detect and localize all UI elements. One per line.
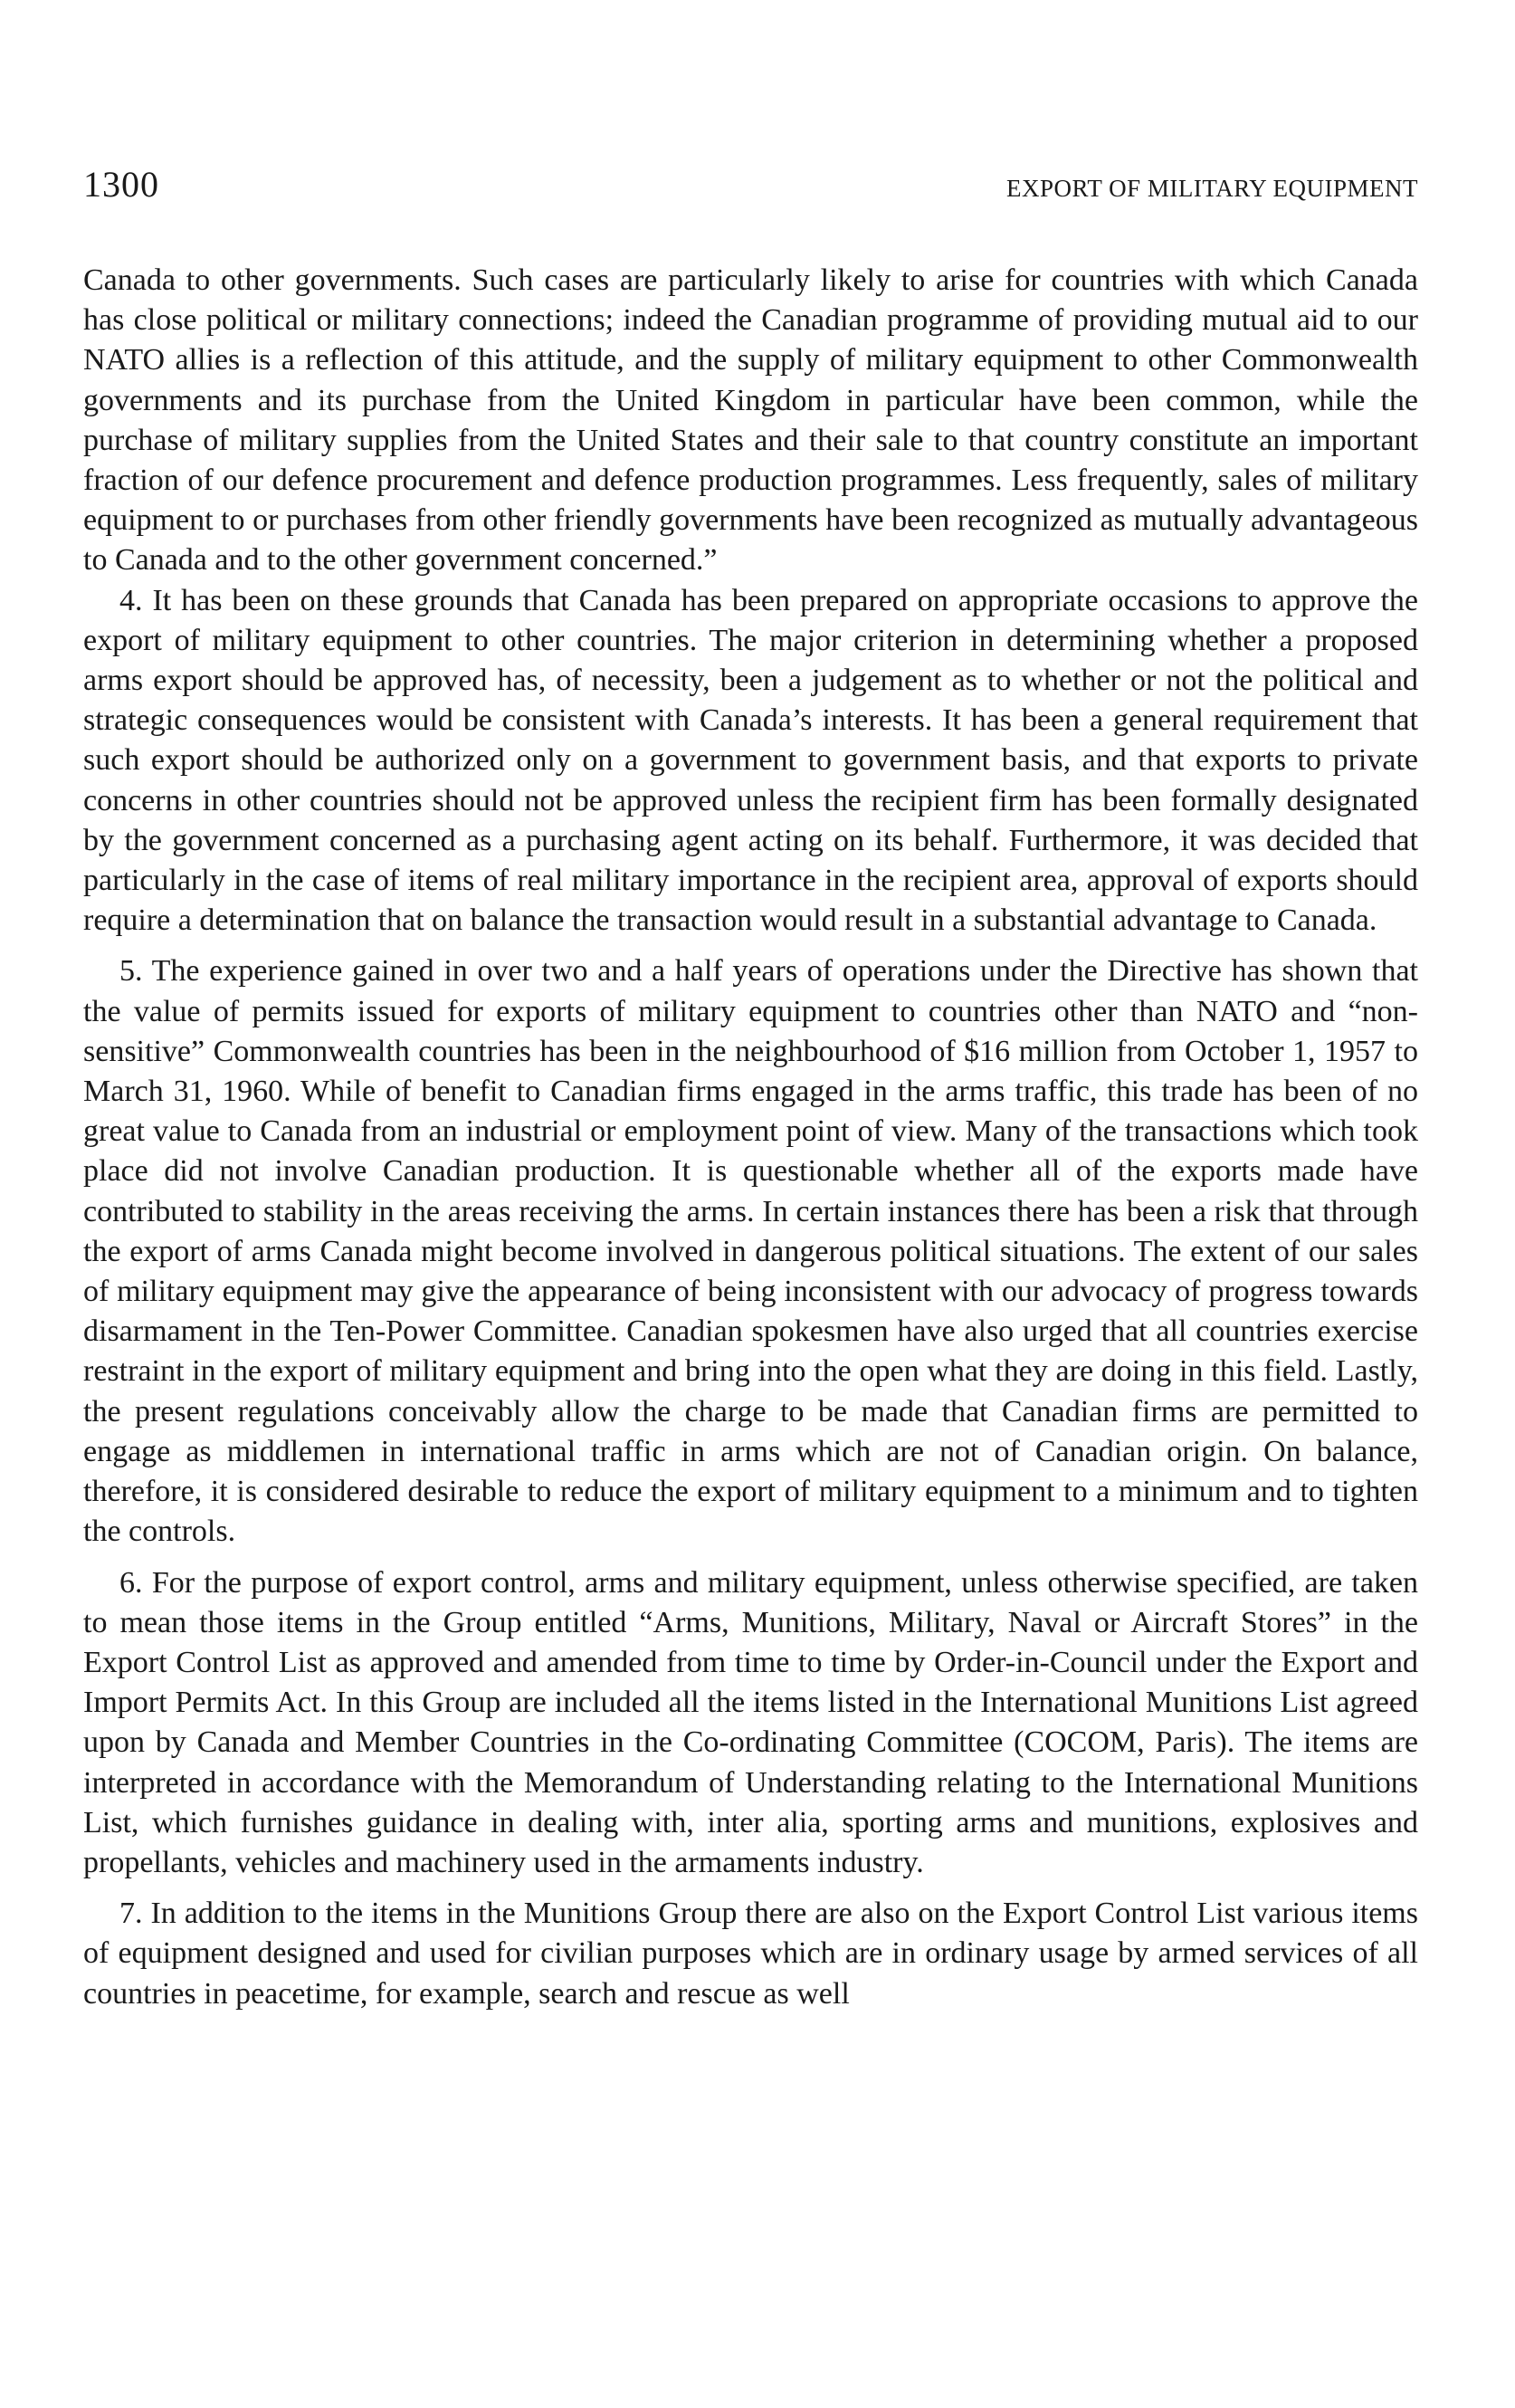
paragraph-5: 5. The experience gained in over two and a half years of operations under the Directive has shown that the value of permits issued for exports of military equipment to countries other than NATO and “non-sensitive” Commonwealth countries has been in the neighbourhood of $16 million from October 1, 1957 to March 31, 1960. While of benefit to Canadian firms engaged in the arms traffic, this trade has been of no great value to Canada from an industrial or employment point of view. Many of the transactions which took place did not involve Canadian production. It is questionable whether all of the exports made have contributed to stability in the areas receiving the arms. In certain instances there has been a risk that through the export of arms Canada might become involved in dangerous political situations. The extent of our sales of military equipment may give the appearance of being inconsistent with our advocacy of progress towards disarmament in the Ten-Power Committee. Canadian spokesmen have also urged that all countries exercise restraint in the export of military equipment and bring into the open what they are doing in this field. Lastly, the present regulations conceivably allow the charge to be made that Canadian firms are permitted to engage as middlemen in international traffic in arms which are not of Canadian origin. On balance, therefore, it is considered desirable to reduce the export of military equipment to a minimum and to tighten the controls. bbox=[83, 954, 1418, 1549]
page-number: 1300 bbox=[83, 164, 159, 205]
section-title: EXPORT OF MILITARY EQUIPMENT bbox=[1006, 175, 1418, 202]
paragraph-continued: Canada to other governments. Such cases are particularly likely to arise for countries with which Canada has close political or military connections; indeed the Canadian programme of providing mutual aid to our NATO allies is a reflection of this attitude, and the supply of military equipment to other Commonwealth governments and its purchase from the United Kingdom in particular have been common, while the purchase of military supplies from the United States and their sale to that country constitute an important fraction of our defence procurement and defence production programmes. Less frequently, sales of military equipment to or purchases from other friendly governments have been recognized as mutually advantageous to Canada and to the other government concerned.” bbox=[83, 263, 1418, 578]
running-header bbox=[83, 163, 1418, 208]
document-page bbox=[83, 163, 1418, 2354]
body-text bbox=[83, 261, 1418, 2014]
paragraph-4: 4. It has been on these grounds that Canada has been prepared on appropriate occasions to approve the export of military equipment to other countries. The major criterion in determining whether a proposed arms export should be approved has, of necessity, been a judgement as to whether or not the political and strategic consequences would be consistent with Canada’s interests. It has been a general requirement that such export should be authorized only on a government to government basis, and that exports to private concerns in other countries should not be approved unless the recipient firm has been formally designated by the government concerned as a purchasing agent acting on its behalf. Furthermore, it was decided that particularly in the case of items of real military importance in the recipient area, approval of exports should require a determination that on balance the transaction would result in a substantial advantage to Canada. bbox=[83, 583, 1418, 938]
paragraph-6: 6. For the purpose of export control, arms and military equipment, unless otherwise specified, are taken to mean those items in the Group entitled “Arms, Munitions, Military, Naval or Aircraft Stores” in the Export Control List as approved and amended from time to time by Order-in-Council under the Export and Import Permits Act. In this Group are included all the items listed in the International Munitions List agreed upon by Canada and Member Countries in the Co-ordinating Committee (COCOM, Paris). The items are interpreted in accordance with the Memorandum of Understanding relating to the International Munitions List, which furnishes guidance in dealing with, inter alia, sporting arms and munitions, explosives and propellants, vehicles and machinery used in the armaments industry. bbox=[83, 1565, 1418, 1879]
paragraph-7: 7. In addition to the items in the Munitions Group there are also on the Export Control List various items of equipment designed and used for civilian purposes which are in ordinary usage by armed services of all countries in peacetime, for example, search and rescue as well bbox=[83, 1897, 1418, 2011]
